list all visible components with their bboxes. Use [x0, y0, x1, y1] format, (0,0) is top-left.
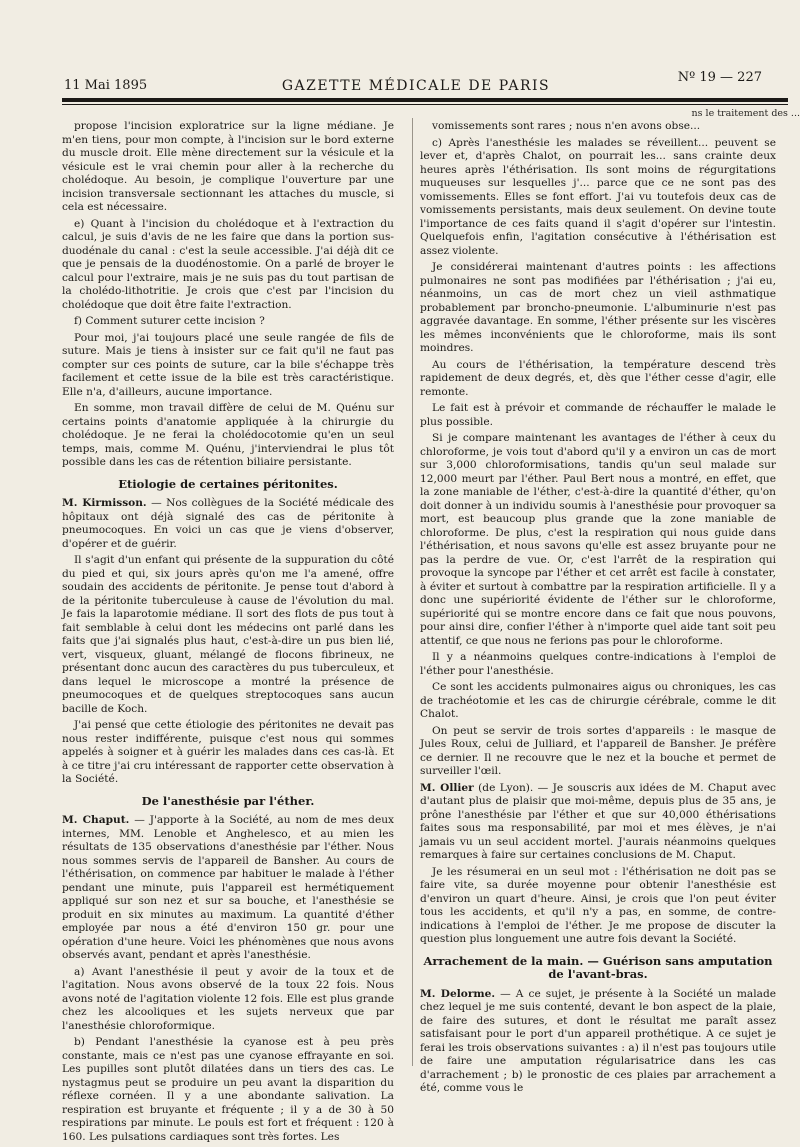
section-heading: Etiologie de certaines péritonites. [118, 476, 338, 491]
left-column [62, 120, 394, 1147]
paragraph: Le fait est à prévoir et commande de réchauffer le malade le plus possible. [420, 402, 776, 428]
paragraph: On peut se servir de trois sortes d'appareils : le masque de Jules Roux, celui de Julliard, et l'appareil de Bansher. Je préfère ce dernier. Il ne recouvre que le nez et la bouche et permet de surveiller l'œil. [420, 724, 776, 777]
paragraph: a) Avant l'anesthésie il peut y avoir de la toux et de l'agitation. Nous avons observé de la toux 22 fois. Nous avons noté de l'agitation violente 12 fois. Elle est plus grande chez les alcooliques et les sujets nerveux que par l'anesthésie chloroformique. [62, 965, 394, 1032]
section-heading: De l'anesthésie par l'éther. [141, 793, 315, 808]
paragraph: f) Comment suturer cette incision ? [74, 315, 265, 327]
paragraph: En somme, mon travail diffère de celui de M. Quénu sur certains points d'anatomie appliquée à la chirurgie du cholédoque. Je ne ferai la cholédocotomie qu'en un seul temps, mais, comme M. Quénu, j'interviendrai le plus tôt possible dans les cas de rétention biliaire persistante. [62, 402, 394, 468]
header-title: GAZETTE MÉDICALE DE PARIS [281, 78, 551, 94]
header-rule-thin [62, 104, 788, 105]
header-page-number: Nº 19 — 227 [677, 70, 762, 85]
header-rule [62, 98, 788, 102]
paragraph: Pour moi, j'ai toujours placé une seule rangée de fils de suture. Mais je tiens à insister sur ce fait qu'il ne faut pas compter sur ces points de suture, car la bile s'échappe très facilement et cette issue de la bile est très caractéristique. Elle n'a, d'ailleurs, aucune importance. [62, 331, 394, 398]
paragraph: Je considérerai maintenant d'autres points : les affections pulmonaires ne sont pas modifiées par l'éthérisation ; j'ai eu, néanmoins, un cas de mort chez un vieil asthmatique probablement par broncho-pneumonie. L'albuminurie n'est pas aggravée davantage. En somme, l'éther présente sur les viscères les mêmes inconvénients que le chloroforme, mais ils sont moindres. [420, 261, 776, 354]
corner-note: ns le traitement des ... [691, 108, 800, 119]
paragraph: c) Après l'anesthésie les malades se réveillent... peuvent se lever et, d'après Chalot, on pourrait les... sans crainte deux heures après l'éthérisation. Ils sont moins de régurgitations muqueuses sur lesquelles j'... parce que ce ne sont pas des vomissements. Elles se font effort. J'ai vu toutefois deux cas de vomissements persistants, mais deux seulement. On devine toute l'importance de ces faits quand il s'agit d'opérer sur l'intestin. Quelquefois enfin, l'agitation consécutive à l'éthérisation est assez violente. [420, 136, 776, 257]
speaker-paragraph: M. Delorme. — A ce sujet, je présente à la Société un malade chez lequel je me suis contenté, devant le bon aspect de la plaie, de faire des sutures, et dont le résultat me paraît assez satisfaisant pour le port d'un appareil prothétique. A ce sujet je ferai les trois observations suivantes : a) il n'est pas toujours utile de faire une amputation régularisatrice dans les cas d'arrachement ; b) le pronostic de ces plaies par arrachement a été, comme vous le [420, 987, 776, 1094]
paragraph: propose l'incision exploratrice sur la ligne médiane. Je m'en tiens, pour mon compte, à l'incision sur le bord externe du muscle droit. Elle mène directement sur la vésicule et la vésicule est le vrai chemin pour aller à la recherche du cholédoque. Au besoin, je complique l'ouverture par une incision transversale sectionnant les attaches du muscle, si cela est nécessaire. [62, 120, 394, 213]
paragraph: vomissements sont rares ; nous n'en avons obse... [432, 120, 701, 132]
right-column [420, 120, 776, 1099]
paragraph: Ce sont les accidents pulmonaires aigus ou chroniques, les cas de trachéotomie et les cas de chirurgie cérébrale, comme le dit Chalot. [420, 681, 776, 720]
column-divider [412, 118, 413, 1066]
speaker-name: M. Ollier [420, 781, 474, 794]
paragraph: e) Quant à l'incision du cholédoque et à l'extraction du calcul, je suis d'avis de ne les faire que dans la portion sus-duodénale du canal : c'est la seule accessible. J'ai déjà dit ce que je pensais de la duodénostomie. On a parlé de broyer le calcul pour l'extraire, mais je ne suis pas du tout partisan de la cholédo-lithotritie. Je crois que c'est par l'incision du cholédoque que doit être faite l'extraction. [62, 217, 394, 311]
speaker-paragraph: M. Chaput. — J'apporte à la Société, au nom de mes deux internes, MM. Lenoble et Anghelesco, et au mien les résultats de 135 observations d'anesthésie par l'éther. Nous nous sommes servis de l'appareil de Bansher. Au cours de l'éthérisation, on commence par habituer le malade à l'éther pendant une minute, puis l'appareil est hermétiquement appliqué sur son nez et sur sa bouche, et l'anesthésie se produit en six minutes au maximum. La quantité d'éther employée par nous a été d'environ 150 gr. pour une opération d'une heure. Voici les phénomènes que nous avons observés avant, pendant et après l'anesthésie. [62, 814, 395, 961]
paragraph: b) Pendant l'anesthésie la cyanose est à peu près constante, mais ce n'est pas une cyanose effrayante en soi. Les pupilles sont plutôt dilatées dans un tiers des cas. Le nystagmus peut se produire un peu avant la disparition du réflexe cornéen. Il y a une abondante salivation. La respiration est bruyante et fréquente ; il y a de 30 à 50 respirations par minute. Le pouls est fort et fréquent : 120 à 160. Les pulsations cardiaques sont très fortes. Les [62, 1036, 394, 1143]
section-heading: Arrachement de la main. — Guérison sans amputation de l'avant-bras. [423, 953, 773, 981]
speaker-name: M. Kirmisson. [62, 497, 147, 509]
paragraph: Au cours de l'éthérisation, la température descend très rapidement de deux degrés, et, dès que l'éther cesse d'agir, elle remonte. [420, 358, 776, 398]
paragraph: Il y a néanmoins quelques contre-indications à l'emploi de l'éther pour l'anesthésie. [420, 651, 776, 677]
paragraph: J'ai pensé que cette étiologie des péritonites ne devait pas nous rester indifférente, puisque c'est nous qui sommes appelés à soigner et à guérir les malades dans ces cas-là. Et à ce titre j'ai cru intéressant de rapporter cette observation à la Société. [62, 719, 394, 785]
speaker-name: M. Chaput. [62, 814, 130, 826]
paragraph: Je les résumerai en un seul mot : l'éthérisation ne doit pas se faire vite, sa durée moyenne pour obtenir l'anesthésie est d'environ un quart d'heure. Ainsi, je crois que l'on peut éviter tous les accidents, et qu'il n'y a pas, en somme, de contre-indications à l'emploi de l'éther. Je me propose de discuter la question plus longuement une autre fois devant la Société. [420, 865, 776, 945]
speaker-paragraph: M. Ollier (de Lyon). — Je souscris aux idées de M. Chaput avec d'autant plus de plaisir que moi-même, depuis plus de 35 ans, je prône l'anesthésie par l'éther et que sur 40,000 éthérisations faites sous ma responsabilité, par moi et mes élèves, je n'ai jamais vu un seul accident mortel. J'aurais néanmoins quelques remarques à faire sur certaines conclusions de M. Chaput. [420, 781, 776, 861]
page-header [62, 70, 770, 96]
header-date: 11 Mai 1895 [64, 78, 148, 93]
paragraph: Il s'agit d'un enfant qui présente de la suppuration du côté du pied et qui, six jours après qu'on me l'a amené, offre soudain des accidents de péritonite. Je pense tout d'abord à de la péritonite tuberculeuse à cause de l'évolution du mal. Je fais la laparotomie médiane. Il sort des flots de pus tout à fait semblable à celui dont les médecins ont parlé dans les faits que j'ai signalés plus haut, c'est-à-dire un pus bien lié, vert, visqueux, gluant, mélangé de flocons fibrineux, ne présentant donc aucun des caractères du pus tuberculeux, et dans lequel le microscope a montré la présence de pneumocoques et de quelques streptocoques sans aucun bacille de Koch. [62, 554, 394, 715]
paragraph: Si je compare maintenant les avantages de l'éther à ceux du chloroforme, je vois tout d'abord qu'il y a environ un cas de mort sur 3,000 chloroformisations, tandis qu'un seul malade sur 12,000 meurt par l'éther. Paul Bert nous a montré, en effet, que la zone maniable de l'éther, c'est-à-dire la quantité d'éther, qu'on doit donner à un individu soumis à l'anesthésie pour provoquer sa mort, est beaucoup plus grande que la zone maniable de chloroforme. De plus, c'est la respiration qui nous guide dans l'éthérisation, et nous savons qu'elle est assez bruyante pour ne pas la perdre de vue. Or, c'est l'arrêt de la respiration qui provoque la syncope par l'éther et cet arrêt est facile à constater, à éviter et surtout à combattre par la respiration artificielle. Il y a donc une supériorité évidente de l'éther sur le chloroforme, supériorité qui se montre encore dans ce fait que nous pouvons, pour ainsi dire, confier l'éther à n'importe quel aide tant soit peu attentif, ce que nous ne ferions pas pour le chloroforme. [420, 432, 776, 647]
speaker-paragraph: M. Kirmisson. — Nos collègues de la Société médicale des hôpitaux ont déjà signalé des cas de péritonite à pneumocoques. En voici un cas que je viens d'observer, d'opérer et de guérir. [62, 497, 394, 550]
speaker-name: M. Delorme. [420, 987, 496, 1000]
